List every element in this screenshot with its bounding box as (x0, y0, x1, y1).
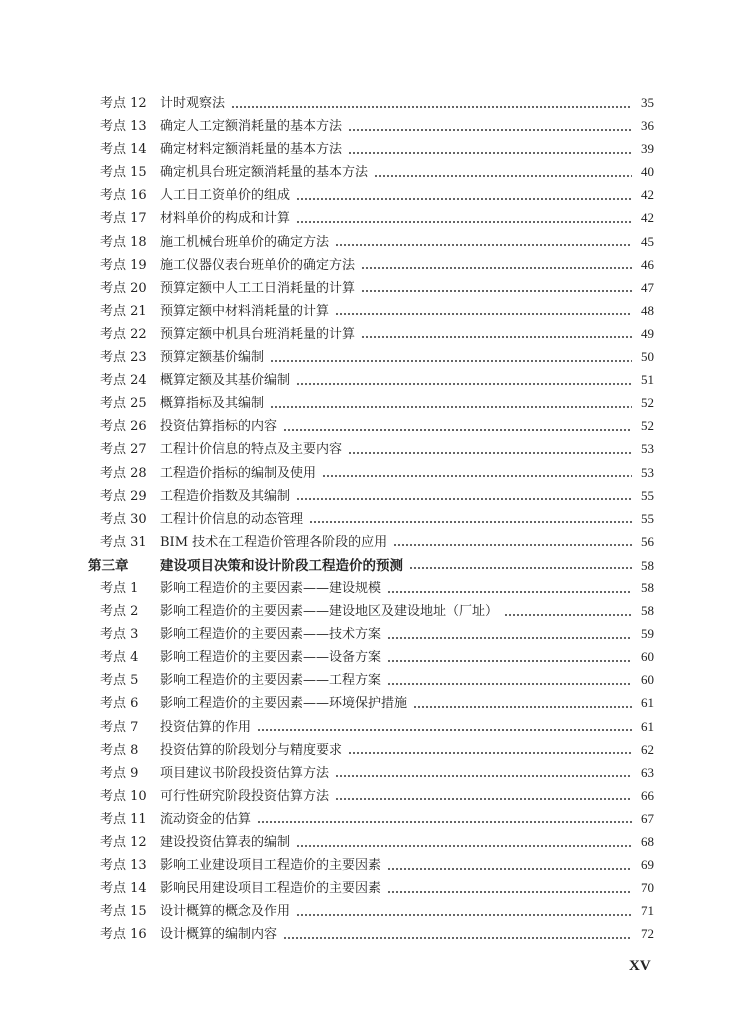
toc-entry (88, 716, 654, 739)
toc-entry (88, 415, 654, 438)
toc-entry (88, 531, 654, 554)
entry-title: 影响工程造价的主要因素——环境保护措施 (160, 696, 408, 712)
entry-page: 48 (641, 302, 654, 318)
toc-entry (88, 739, 654, 762)
entry-title: 工程造价指标的编制及使用 (160, 465, 317, 481)
entry-title: 影响工程造价的主要因素——技术方案 (160, 627, 382, 643)
entry-page: 45 (641, 233, 654, 249)
entry-title: 影响工业建设项目工程造价的主要因素 (160, 858, 382, 874)
toc-entry (88, 207, 654, 230)
toc-chapter-entry (88, 554, 654, 577)
entry-title: 建设项目决策和设计阶段工程造价的预测 (160, 557, 403, 574)
toc-entry (88, 785, 654, 808)
dot-leader (322, 475, 632, 477)
entry-label: 考点 14 (100, 881, 147, 897)
dot-leader (257, 729, 632, 731)
entry-label: 考点 12 (100, 835, 147, 850)
toc-entry (88, 277, 654, 300)
entry-page: 49 (641, 325, 654, 341)
entry-title: 影响民用建设项目工程造价的主要因素 (160, 881, 382, 897)
entry-label: 考点 13 (100, 119, 147, 135)
entry-page: 42 (641, 210, 654, 226)
toc-entry (88, 877, 654, 900)
dot-leader (393, 544, 632, 546)
dot-leader (296, 914, 632, 916)
toc-entry (88, 577, 654, 600)
entry-title: 确定机具台班定额消耗量的基本方法 (160, 165, 369, 181)
entry-title: 可行性研究阶段投资估算方法 (160, 788, 330, 804)
entry-label: 考点 7 (100, 719, 139, 735)
entry-label: 考点 17 (100, 211, 147, 227)
entry-label: 考点 14 (100, 142, 147, 158)
entry-page: 55 (641, 487, 654, 503)
entry-label: 考点 15 (100, 165, 147, 181)
entry-page: 63 (641, 764, 654, 780)
entry-page: 69 (641, 857, 654, 873)
toc-entry (88, 392, 654, 415)
dot-leader (387, 660, 632, 662)
toc-entry (88, 231, 654, 254)
entry-page: 53 (641, 441, 654, 457)
dot-leader (283, 429, 632, 431)
entry-page: 46 (641, 256, 654, 272)
entry-label: 考点 16 (100, 927, 147, 943)
dot-leader (348, 152, 632, 154)
entry-title: 工程计价信息的动态管理 (160, 511, 304, 527)
entry-page: 35 (641, 95, 654, 110)
entry-page: 60 (641, 649, 654, 665)
dot-leader (296, 221, 632, 223)
toc-entry (88, 808, 654, 831)
entry-page: 60 (641, 672, 654, 688)
toc-entry (88, 462, 654, 485)
entry-page: 55 (641, 510, 654, 526)
entry-title: 施工仪器仪表台班单价的确定方法 (160, 257, 356, 273)
toc-entry (88, 438, 654, 461)
entry-title: 项目建议书阶段投资估算方法 (160, 765, 330, 781)
dot-leader (361, 290, 632, 292)
entry-label: 考点 20 (100, 280, 147, 296)
dot-leader (361, 267, 632, 269)
entry-label: 考点 13 (100, 858, 147, 874)
entry-label: 考点 22 (100, 326, 147, 342)
entry-title: 预算定额中机具台班消耗量的计算 (160, 326, 356, 342)
dot-leader (257, 821, 632, 823)
page-number: XV (629, 958, 651, 974)
toc-entry (88, 184, 654, 207)
toc-entry (88, 369, 654, 392)
toc-entry (88, 923, 654, 946)
entry-label: 考点 21 (100, 303, 147, 319)
entry-label: 考点 30 (100, 511, 147, 527)
entry-page: 52 (641, 418, 654, 434)
entry-title: 投资估算的阶段划分与精度要求 (160, 742, 343, 758)
toc-entry (88, 485, 654, 508)
entry-label: 考点 31 (100, 534, 147, 550)
entry-page: 71 (641, 903, 654, 919)
entry-page: 58 (641, 557, 654, 573)
dot-leader (270, 406, 632, 408)
entry-label: 考点 2 (100, 604, 139, 620)
entry-label: 考点 25 (100, 396, 147, 412)
entry-title: 影响工程造价的主要因素——工程方案 (160, 673, 382, 689)
dot-leader (413, 706, 632, 708)
entry-title: 概算定额及其基价编制 (160, 373, 291, 389)
dot-leader (409, 567, 632, 569)
entry-page: 61 (641, 718, 654, 734)
dot-leader (387, 591, 632, 593)
entry-title: 概算指标及其编制 (160, 396, 265, 412)
entry-title: 投资估算指标的内容 (160, 419, 278, 435)
entry-title: 预算定额中人工工日消耗量的计算 (160, 280, 356, 296)
toc-entry (88, 323, 654, 346)
entry-page: 39 (641, 141, 654, 157)
dot-leader (335, 798, 632, 800)
entry-label: 考点 16 (100, 188, 147, 204)
entry-label: 考点 1 (100, 580, 139, 596)
toc-entry (88, 115, 654, 138)
entry-page: 42 (641, 187, 654, 203)
toc-entry (88, 762, 654, 785)
entry-title: BIM 技术在工程造价管理各阶段的应用 (160, 534, 388, 550)
entry-label: 考点 10 (100, 788, 147, 804)
entry-title: 影响工程造价的主要因素——建设地区及建设地址（厂址） (160, 604, 499, 620)
entry-title: 投资估算的作用 (160, 719, 252, 735)
entry-title: 计时观察法 (160, 96, 226, 111)
dot-leader (270, 360, 632, 362)
entry-title: 影响工程造价的主要因素——建设规模 (160, 580, 382, 596)
toc-entry (88, 346, 654, 369)
toc-entry (88, 692, 654, 715)
entry-label: 考点 5 (100, 673, 139, 689)
entry-label: 考点 15 (100, 904, 147, 920)
entry-label: 考点 6 (100, 696, 139, 712)
entry-page: 68 (641, 834, 654, 849)
entry-page: 47 (641, 279, 654, 295)
entry-title: 确定人工定额消耗量的基本方法 (160, 119, 343, 135)
dot-leader (387, 683, 632, 685)
entry-page: 40 (641, 164, 654, 180)
toc-entry (88, 600, 654, 623)
dot-leader (348, 129, 632, 131)
entry-label: 考点 8 (100, 742, 139, 758)
entry-label: 考点 9 (100, 765, 139, 781)
entry-page: 66 (641, 787, 654, 803)
dot-leader (296, 498, 632, 500)
entry-label: 考点 24 (100, 373, 147, 389)
toc-entry (88, 161, 654, 184)
entry-label: 考点 19 (100, 257, 147, 273)
entry-label: 考点 4 (100, 650, 139, 666)
entry-title: 设计概算的编制内容 (160, 927, 278, 943)
entry-title: 人工日工资单价的组成 (160, 188, 291, 204)
entry-page: 62 (641, 741, 654, 757)
toc-entry (88, 508, 654, 531)
entry-title: 材料单价的构成和计算 (160, 211, 291, 227)
dot-leader (387, 868, 632, 870)
entry-page: 36 (641, 118, 654, 134)
toc-entry (88, 92, 654, 115)
dot-leader (387, 637, 632, 639)
entry-label: 考点 12 (100, 96, 147, 111)
dot-leader (296, 845, 632, 847)
toc-entry (88, 831, 654, 854)
dot-leader (296, 198, 632, 200)
entry-label: 考点 27 (100, 442, 147, 458)
entry-label: 第三章 (88, 557, 129, 574)
entry-title: 确定材料定额消耗量的基本方法 (160, 142, 343, 158)
entry-label: 考点 18 (100, 234, 147, 250)
dot-leader (335, 775, 632, 777)
dot-leader (361, 336, 632, 338)
toc-entry (88, 138, 654, 161)
entry-label: 考点 11 (100, 811, 147, 827)
toc-entry (88, 854, 654, 877)
entry-label: 考点 3 (100, 627, 139, 643)
dot-leader (504, 614, 632, 616)
dot-leader (309, 521, 632, 523)
entry-title: 预算定额基价编制 (160, 350, 265, 366)
dot-leader (335, 313, 632, 315)
entry-page: 53 (641, 464, 654, 480)
dot-leader (296, 383, 632, 385)
dot-leader (335, 244, 632, 246)
table-of-contents (88, 92, 654, 946)
dot-leader (231, 106, 632, 108)
dot-leader (387, 891, 632, 893)
entry-page: 70 (641, 880, 654, 896)
toc-entry (88, 300, 654, 323)
entry-page: 59 (641, 626, 654, 642)
entry-title: 工程计价信息的特点及主要内容 (160, 442, 343, 458)
entry-title: 流动资金的估算 (160, 811, 252, 827)
entry-title: 施工机械台班单价的确定方法 (160, 234, 330, 250)
entry-label: 考点 28 (100, 465, 147, 481)
entry-title: 预算定额中材料消耗量的计算 (160, 303, 330, 319)
entry-page: 72 (641, 926, 654, 942)
toc-entry (88, 623, 654, 646)
entry-page: 51 (641, 372, 654, 388)
dot-leader (348, 752, 632, 754)
entry-title: 设计概算的概念及作用 (160, 904, 291, 920)
entry-page: 56 (641, 533, 654, 549)
entry-page: 58 (641, 579, 654, 595)
entry-label: 考点 29 (100, 488, 147, 504)
toc-entry (88, 646, 654, 669)
entry-page: 50 (641, 349, 654, 365)
entry-page: 67 (641, 810, 654, 826)
dot-leader (283, 937, 632, 939)
entry-page: 52 (641, 395, 654, 411)
dot-leader (348, 452, 632, 454)
toc-entry (88, 669, 654, 692)
dot-leader (374, 175, 632, 177)
toc-entry (88, 254, 654, 277)
entry-page: 58 (641, 603, 654, 619)
entry-label: 考点 23 (100, 350, 147, 366)
entry-title: 影响工程造价的主要因素——设备方案 (160, 650, 382, 666)
toc-entry (88, 900, 654, 923)
entry-label: 考点 26 (100, 419, 147, 435)
entry-title: 建设投资估算表的编制 (160, 835, 291, 850)
entry-title: 工程造价指数及其编制 (160, 488, 291, 504)
entry-page: 61 (641, 695, 654, 711)
